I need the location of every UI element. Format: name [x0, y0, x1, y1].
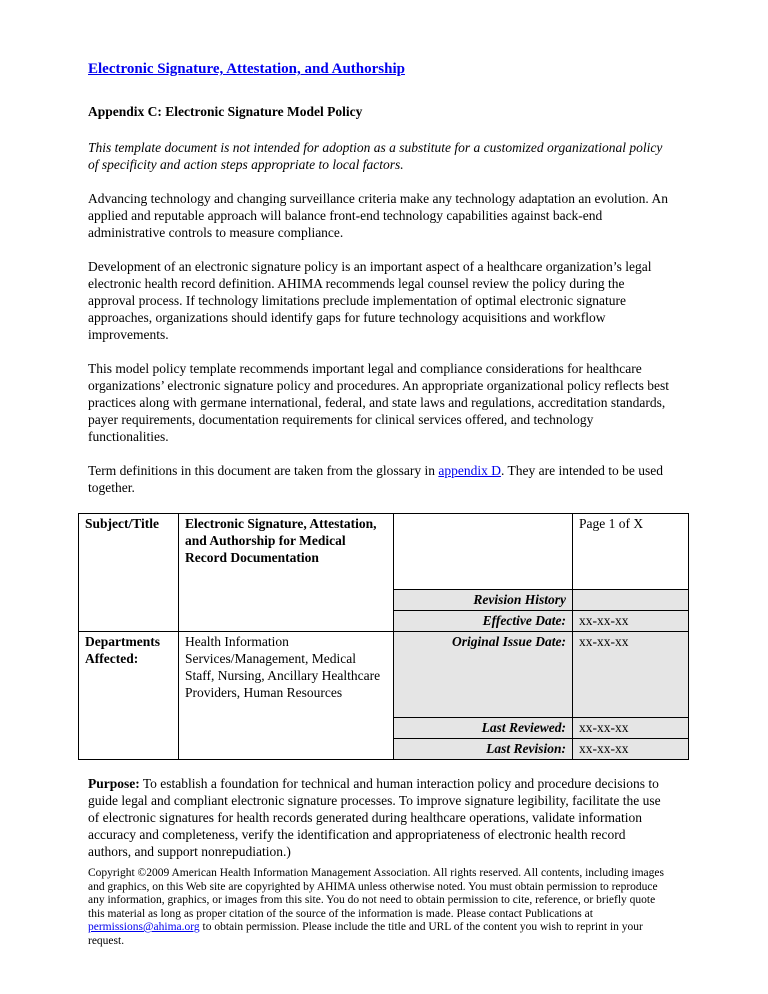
departments-label-cell: Departments Affected: [79, 632, 179, 760]
last-reviewed-label-cell: Last Reviewed: [394, 718, 573, 739]
page-title [88, 60, 670, 79]
revision-history-value-cell [573, 590, 689, 611]
term-paragraph-text-before: Term definitions in this document are taken from the glossary in [88, 463, 439, 478]
body-paragraph-2: Development of an electronic signature policy is an important aspect of a healthcare organization’s legal electronic health record definition. AHIMA recommends legal counsel review the policy during the approval process. If technology limitations preclude implementation of optimal electronic signature approaches, organizations should identify gaps for future technology acquisitions and workflow improvements. [88, 259, 652, 342]
appendix-d-link[interactable]: appendix D [438, 463, 501, 478]
subject-title-value-cell: Electronic Signature, Attestation, and Authorship for Medical Record Documentation [179, 514, 394, 632]
subject-title-label-cell: Subject/Title [79, 514, 179, 632]
blank-cell [394, 514, 573, 590]
term-definitions-paragraph [88, 462, 670, 496]
purpose-label: Purpose: [88, 776, 140, 791]
appendix-subheading: Appendix C: Electronic Signature Model Policy [88, 104, 363, 119]
effective-date-label-cell: Effective Date: [394, 611, 573, 632]
policy-header-table [78, 513, 689, 760]
body-paragraph-3: This model policy template recommends important legal and compliance considerations for healthcare organizations’ electronic signature policy and procedures. An appropriate organizational policy reflects best practices along with germane international, federal, and state laws and regulations, accreditation standards, payer requirements, documentation requirements for clinical services offered, and technology functionalities. [88, 361, 670, 444]
last-reviewed-value-cell: xx-xx-xx [573, 718, 689, 739]
last-revision-label-cell: Last Revision: [394, 739, 573, 760]
page-number-cell: Page 1 of X [573, 514, 689, 590]
effective-date-value-cell: xx-xx-xx [573, 611, 689, 632]
copyright-notice [88, 867, 670, 948]
copyright-text-before: Copyright ©2009 American Health Information Management Association. All rights reserved. All contents, including images and graphics, on this Web site are copyrighted by AHIMA unless otherwise noted. You must obtain permission to reproduce any information, graphics, or images from this site. You do not need to obtain permission to cite, reference, or briefly quote this material as long as proper citation of the source of the information is made. Please contact Publications at [88, 867, 664, 920]
permissions-email-link[interactable]: permissions@ahima.org [88, 921, 200, 933]
last-revision-value-cell: xx-xx-xx [573, 739, 689, 760]
original-issue-date-value-cell: xx-xx-xx [573, 632, 689, 718]
original-issue-date-label-cell: Original Issue Date: [394, 632, 573, 718]
table-row [79, 514, 689, 590]
purpose-paragraph [88, 775, 670, 860]
intro-disclaimer-paragraph: This template document is not intended for adoption as a substitute for a customized organizational policy of specificity and action steps appropriate to local factors. [88, 140, 663, 172]
copyright-text-after: to obtain permission. Please include the title and URL of the content you wish to reprint in your request. [88, 921, 643, 947]
departments-value-cell: Health Information Services/Management, Medical Staff, Nursing, Ancillary Healthcare Providers, Human Resources [179, 632, 394, 760]
document-title-link[interactable]: Electronic Signature, Attestation, and Authorship [88, 61, 405, 77]
term-paragraph-text-after: . They are intended to be used together. [88, 463, 664, 495]
table-row [79, 632, 689, 718]
body-paragraph-1: Advancing technology and changing surveillance criteria make any technology adaptation an evolution. An applied and reputable approach will balance front-end technology capabilities against back-end administrative controls to measure compliance. [88, 191, 668, 240]
purpose-text: To establish a foundation for technical and human interaction policy and procedure decisions to guide legal and compliant electronic signature processes. To improve signature legibility, facilitate the use of electronic signatures for health records generated during healthcare operations, validate information accuracy and completeness, verify the identification and appropriateness of electronic health record authors, and support nonrepudiation.) [88, 776, 661, 859]
revision-history-label-cell: Revision History [394, 590, 573, 611]
